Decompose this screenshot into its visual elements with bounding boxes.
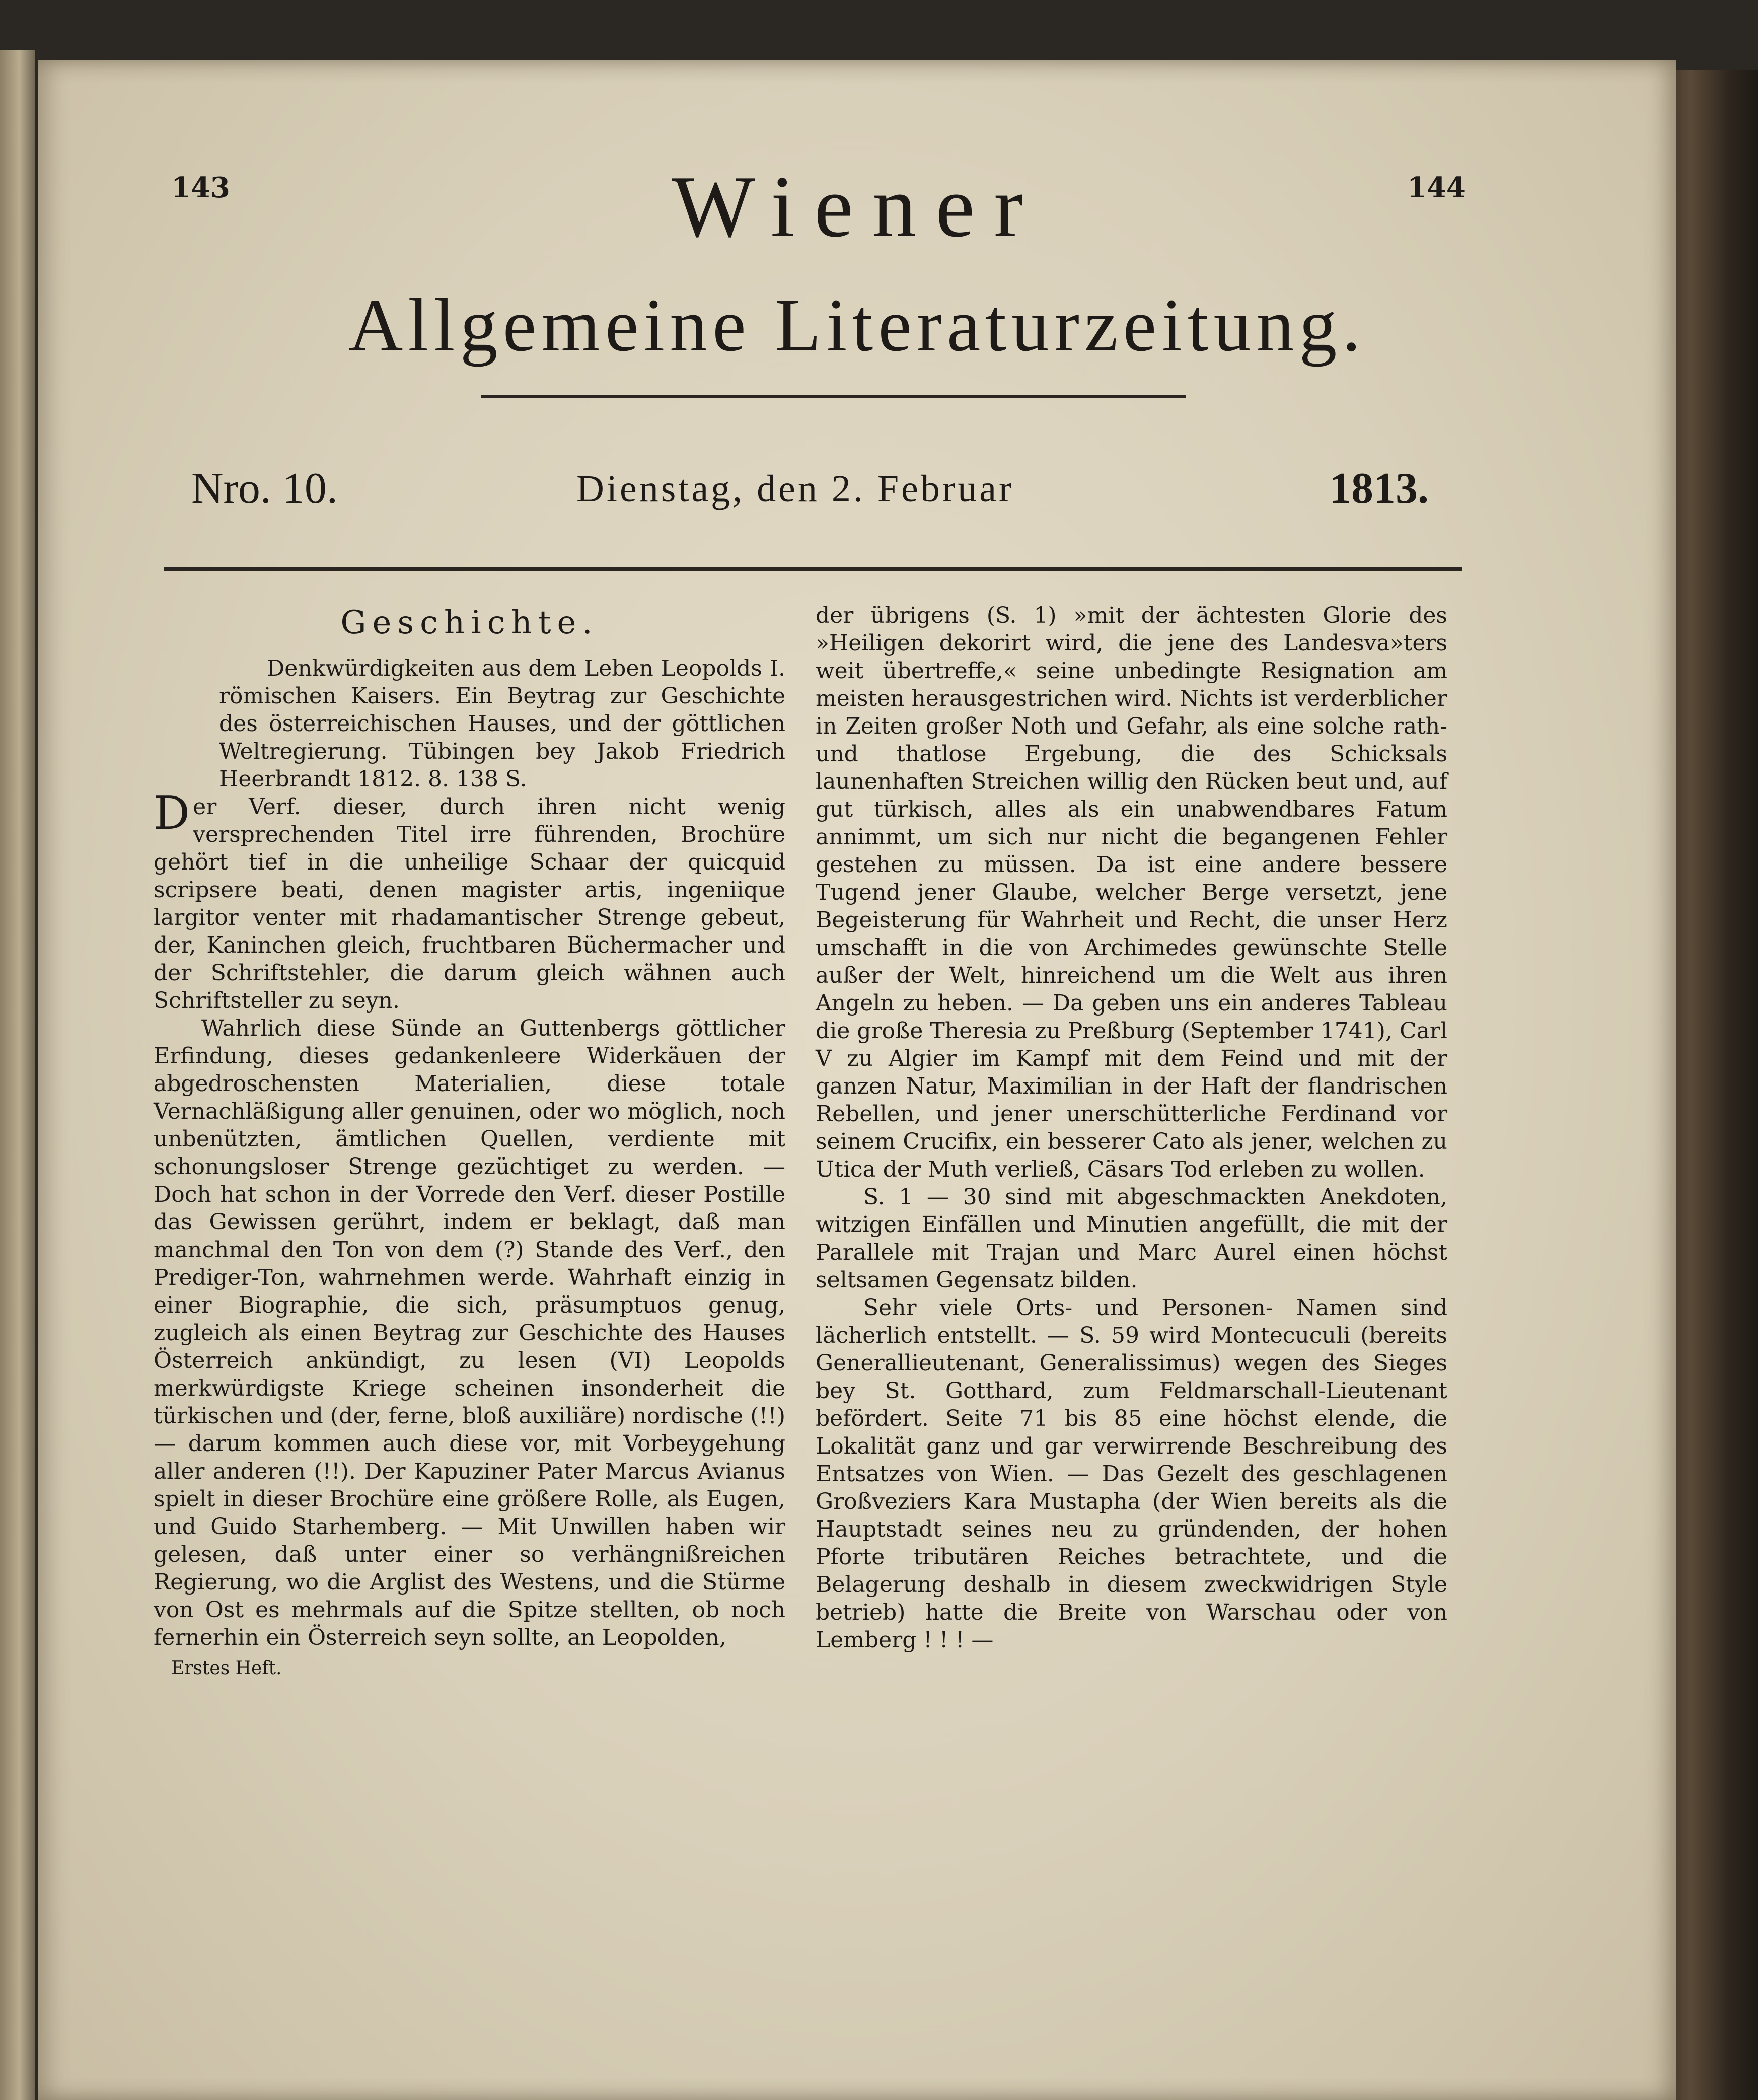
section-heading: Geschichte. [340, 604, 599, 641]
page-number-left: 143 [171, 171, 230, 204]
signature-footer: Erstes Heft. [171, 1658, 282, 1679]
left-column [154, 602, 785, 1682]
issue-info-row [169, 463, 1503, 519]
drop-cap: D [154, 787, 190, 840]
right-paragraph-3: Sehr viele Orts- und Personen- Namen sind lächerlich entstellt. — S. 59 wird Montecuculi (bereits Generallieutenant, Generalissimus) wegen des Sieges bey St. Gotthard, zum Feldmarschall-Lieutenant befördert. Seite 71 bis 85 eine höchst elende, die Lokalität ganz und gar verwirrende Beschreibung des Entsatzes von Wien. — Das Gezelt des geschlagenen Großveziers Kara Mustapha (der Wien bereits als die Hauptstadt seines neu zu gründenden, der hohen Pforte tributären Reiches betrachtete, und die Belagerung deshalb in diesem zweckwidrigen Style betrieb) hatte die Breite von Warschau oder von Lemberg ! ! ! — [816, 1295, 1447, 1653]
issue-number: Nro. 10. [191, 464, 338, 513]
masthead-title-line1: Wiener [672, 158, 1043, 255]
masthead-rule [481, 395, 1186, 398]
reviewed-work-title: Denkwürdigkeiten aus dem Leben Leopolds I. römischen Kaisers. Ein Beytrag zur Geschichte des österreichischen Hauses, und der göttlichen Weltregierung. Tübingen bey Jakob Friedrich Heerbrandt 1812. 8. 138 S. [219, 656, 785, 792]
left-page-edge [0, 50, 35, 2100]
masthead-title-line2: Allgemeine Literaturzeitung. [348, 283, 1366, 367]
page-number-right: 144 [1407, 171, 1466, 204]
newspaper-page [38, 60, 1676, 2100]
header-rule [164, 567, 1462, 571]
left-paragraph-2: Wahrlich diese Sünde an Guttenbergs göttlicher Erfindung, dieses gedankenleere Widerkäuen der abgedroschensten Materialien, diese totale Vernachläßigung aller genuinen, oder wo möglich, noch unbenützten, ämtlichen Quellen, verdiente mit schonungsloser Strenge gezüchtiget zu werden. — Doch hat schon in der Vorrede den Verf. dieser Postille das Gewissen gerührt, indem er beklagt, daß man manchmal den Ton von dem (?) Stande des Verf., den Prediger-Ton, wahrnehmen werde. Wahrhaft einzig in einer Biographie, die sich, präsumptuos genug, zugleich als einen Beytrag zur Geschichte des Hauses Österreich ankündigt, zu lesen (VI) Leopolds merkwürdigste Kriege scheinen insonderheit die türkischen und (der, ferne, bloß auxiliäre) nordische (!!) — darum kommen auch diese vor, mit Vorbeygehung aller anderen (!!). Der Kapuziner Pater Marcus Avianus spielt in dieser Brochüre eine größere Rolle, als Eugen, und Guido Starhemberg. — Mit Unwillen haben wir gelesen, daß unter einer so verhängnißreichen Regierung, wo die Arglist des Westens, und die Stürme von Ost es mehrmals auf die Spitze stellten, ob noch fernerhin ein Österreich seyn sollte, an Leopolden, [154, 1016, 785, 1650]
right-paragraph-2: S. 1 — 30 sind mit abgeschmackten Anekdoten, witzigen Einfällen und Minutien angefüllt, die mit der Parallele mit Trajan und Marc Aurel einen höchst seltsamen Gegensatz bilden. [816, 1184, 1447, 1293]
issue-year: 1813. [1329, 464, 1429, 513]
left-paragraph-1 [154, 787, 785, 1015]
right-column [816, 602, 1447, 1654]
issue-date: Dienstag, den 2. Februar [576, 468, 1014, 510]
left-paragraph-1-text: er Verf. dieser, durch ihren nicht wenig versprechenden Titel irre führenden, Brochüre gehört tief in die unheilige Schaar der quicquid scripsere beati, denen magister artis, ingeniique largitor venter mit rhadamantischer Strenge gebeut, der, Kaninchen gleich, fruchtbaren Büchermacher und der Schriftstehler, die darum gleich wähnen auch Schriftsteller zu seyn. [154, 794, 785, 1013]
right-paragraph-1: der übrigens (S. 1) »mit der ächtesten Glorie des »Heiligen dekorirt wird, die jene des Landesva»ters weit übertreffe,« seine unbedingte Resignation am meisten herausgestrichen wird. Nichts ist verderblicher in Zeiten großer Noth und Gefahr, als eine solche rath- und thatlose Ergebung, die des Schicksals launenhaften Streichen willig den Rücken beut und, auf gut türkisch, alles als ein unabwendbares Fatum annimmt, um sich nur nicht die begangenen Fehler gestehen zu müssen. Da ist eine andere bessere Tugend jener Glaube, welcher Berge versetzt, jene Begeisterung für Wahrheit und Recht, die unser Herz umschafft in die von Archimedes gewünschte Stelle außer der Welt, hinreichend um die Welt aus ihren Angeln zu heben. — Da geben uns ein anderes Tableau die große Theresia zu Preßburg (September 1741), Carl V zu Algier im Kampf mit dem Feind und mit der ganzen Natur, Maximilian in der Haft der flandrischen Rebellen, und jener unerschütterliche Ferdinand vor seinem Crucifix, ein besserer Cato als jener, welchen zu Utica der Muth verließ, Cäsars Tod erleben zu wollen. [816, 603, 1447, 1182]
